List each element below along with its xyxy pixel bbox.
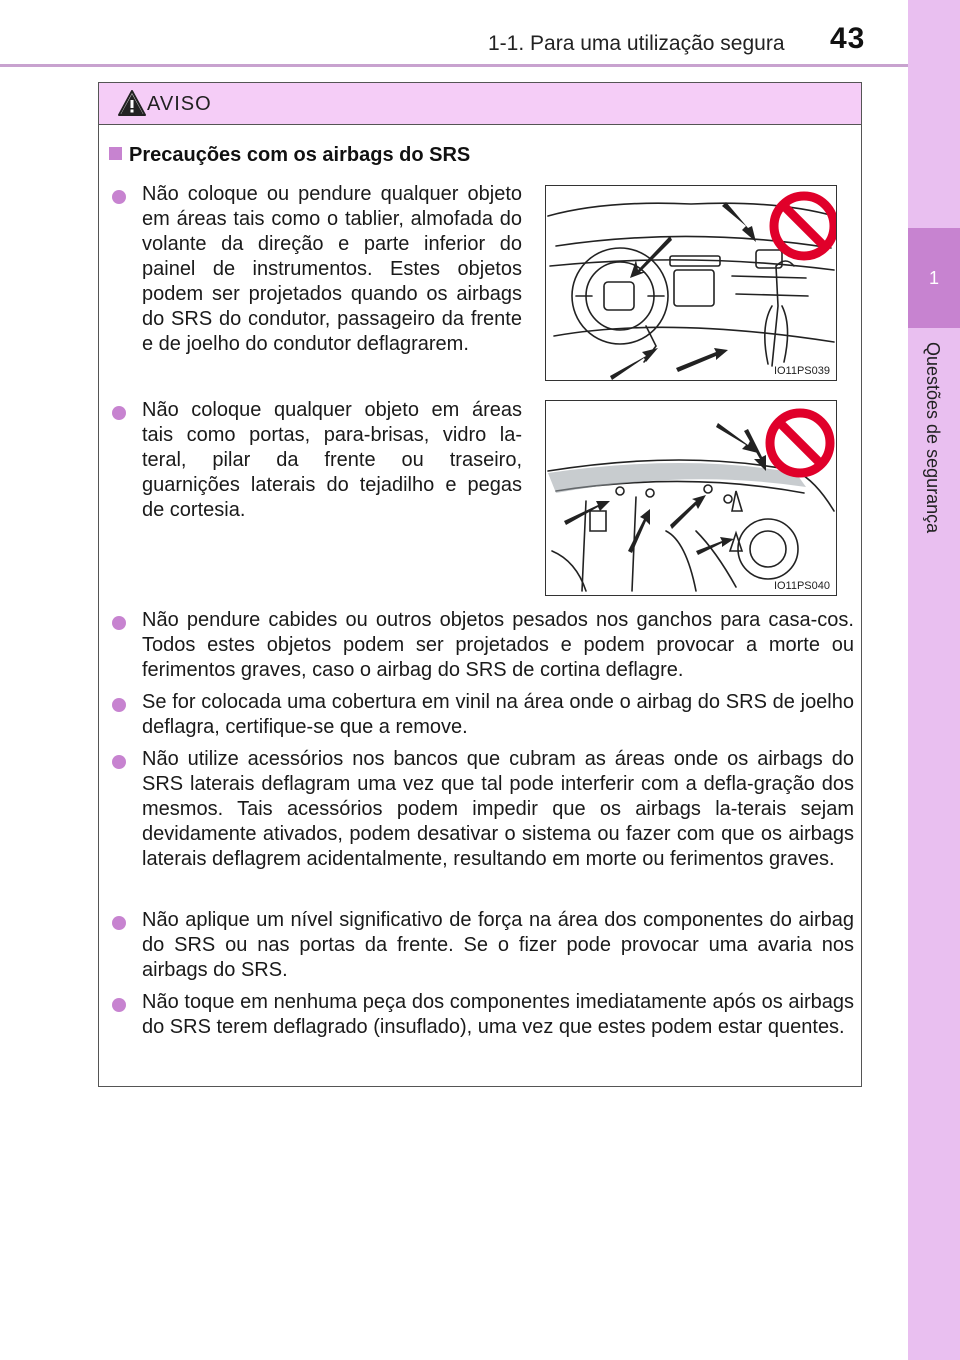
warning-triangle-icon [117,89,147,117]
paragraph: Não coloque ou pendure qualquer objeto em áreas tais como o tablier, almofada do volante da direção e parte inferior do painel de instrumentos. Estes objetos podem ser projetados quando os airbags do SRS do condutor, passageiro da frente e de joelho do condutor deflagrarem. [142,183,522,355]
figure-cabin [545,400,837,596]
bullet-icon [112,616,126,630]
bullet-icon [112,755,126,769]
page-number: 43 [830,22,866,55]
figure-code: IO11PS040 [773,580,830,592]
paragraph: Não toque em nenhuma peça dos componentes imediatamente após os airbags do SRS terem deflagrado (insuflado), uma vez que estes podem estar quentes. [142,991,854,1038]
bullet-icon [112,916,126,930]
paragraph: Não pendure cabides ou outros objetos pesados nos ganchos para casa-cos. Todos estes objetos podem ser projetados e podem provocar a morte ou ferimentos graves, caso o airbag do SRS de cortina deflagre. [142,609,854,681]
chapter-side-tab [908,0,960,1360]
warning-header [99,83,861,125]
square-bullet-icon [109,147,122,160]
bullet-icon [112,406,126,420]
chapter-number: 1 [928,268,939,288]
warning-label: AVISO [147,93,212,115]
header-rule [0,64,908,67]
paragraph: Não coloque qualquer objeto em áreas tais como portas, para-brisas, vidro la-teral, pilar da frente ou traseiro, guarnições laterais do tejadilho e pegas de cortesia. [142,399,522,521]
figure-code: IO11PS039 [773,365,830,377]
figure-dashboard [545,185,837,381]
paragraph: Não utilize acessórios nos bancos que cubram as áreas onde os airbags do SRS laterais deflagram uma vez que tal pode interferir com a defla-gração dos mesmos. Tais acessórios podem impedir que os airbags la-terais sejam devidamente ativados, podem desativar o sistema ou fazer com que os airbags laterais deflagrem acidentalmente, resultando em morte ou ferimentos graves. [142,748,854,870]
subsection-title [109,144,470,167]
bullet-icon [112,998,126,1012]
cabin-illustration [546,401,836,595]
paragraph: Não aplique um nível significativo de força na área dos componentes do airbag do SRS ou nas portas da frente. Se o fizer pode provocar uma avaria nos airbags do SRS. [142,909,854,981]
chapter-title: Questões de segurança [923,342,943,534]
bullet-icon [112,190,126,204]
dashboard-illustration [546,186,836,380]
bullet-icon [112,698,126,712]
paragraph: Se for colocada uma cobertura em vinil na área onde o airbag do SRS de joelho deflagra, certifique-se que a remove. [142,691,854,738]
subsection-title-text: Precauções com os airbags do SRS [129,144,471,166]
warning-box [98,82,862,1087]
section-title: 1-1. Para uma utilização segura [488,32,785,55]
